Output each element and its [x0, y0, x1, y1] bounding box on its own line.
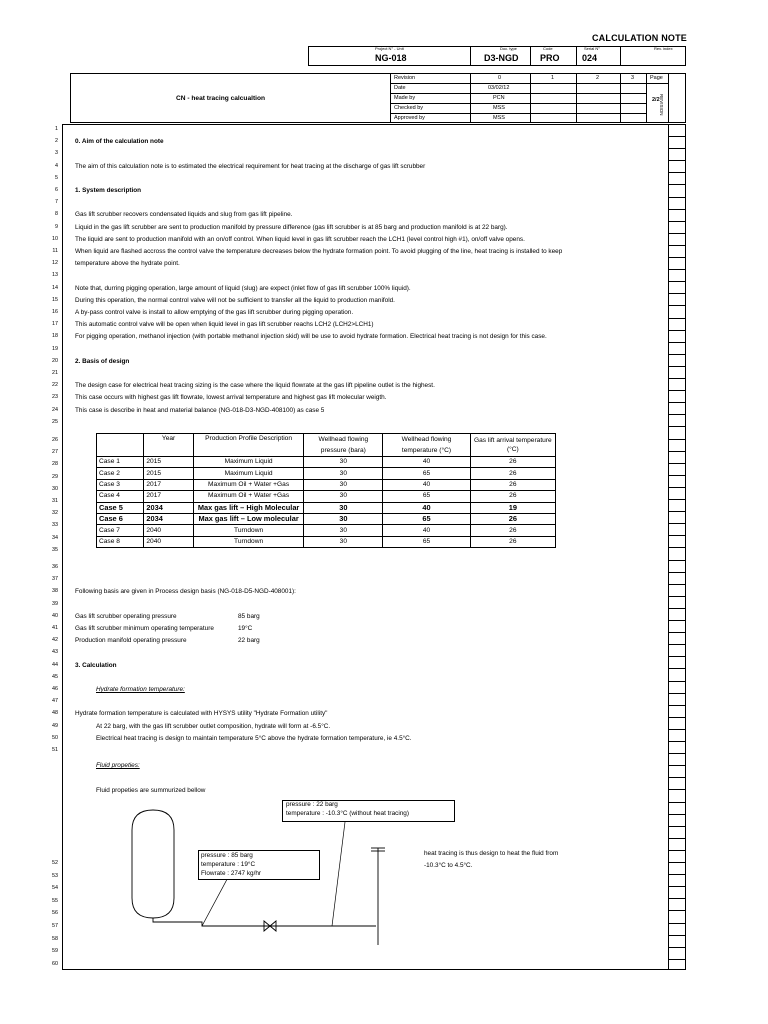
table-cell: 26	[470, 457, 555, 468]
line-number: 40	[52, 612, 58, 619]
line-number: 26	[52, 437, 58, 443]
outlet-temperature: temperature : -10.3°C (without heat tracing)	[286, 810, 409, 817]
section-heading: 1. System description	[75, 187, 142, 194]
line-number: 33	[52, 522, 58, 529]
line-number: 52	[52, 860, 58, 866]
table-cell: Maximum Liquid	[193, 468, 304, 479]
line-number: 24	[52, 406, 58, 413]
line-number: 30	[52, 485, 58, 492]
rev-value: 2	[596, 75, 600, 81]
scrubber-vessel	[132, 810, 174, 918]
rev-label: Rev. index	[654, 46, 673, 51]
table-cell: Case 6	[97, 513, 144, 524]
body-line: temperature above the hydrate point.	[75, 260, 180, 268]
line-number: 11	[52, 248, 58, 254]
table-cell: 40	[383, 525, 470, 536]
body-line: Hydrate formation temperature is calculated with HYSYS utility "Hydrate Formation utility"	[75, 710, 328, 718]
fluid-properties-intro: Fluid propeties are summurized bellow	[96, 787, 206, 794]
line-number: 39	[52, 600, 58, 607]
page-label: Page	[650, 75, 663, 81]
line-number: 42	[52, 637, 58, 644]
line-number: 48	[52, 710, 58, 717]
basis-value: 22 barg	[238, 637, 260, 645]
rev-row-label: Date	[394, 85, 406, 91]
table-cell: 30	[304, 468, 383, 479]
rev-checked-by: MSS	[493, 105, 505, 111]
line-number: 12	[52, 260, 58, 267]
line-number: 60	[52, 960, 58, 967]
document-title: CALCULATION NOTE	[591, 33, 687, 43]
table-cell: Maximum Oil + Water +Gas	[193, 479, 304, 490]
line-number: 35	[52, 546, 58, 553]
line-number: 51	[52, 747, 58, 753]
line-number: 22	[52, 382, 58, 389]
table-cell: Case 2	[97, 468, 144, 479]
table-cell: Case 8	[97, 536, 144, 547]
table-cell: 40	[383, 457, 470, 468]
line-number: 54	[52, 885, 58, 892]
table-cell: 30	[304, 502, 383, 513]
table-cell: 65	[383, 468, 470, 479]
body-line: Gas lift scrubber operating pressure	[75, 612, 177, 620]
table-cell: Case 3	[97, 479, 144, 490]
line-number: 53	[52, 872, 58, 879]
line-number: 57	[52, 923, 58, 929]
table-cell: 30	[304, 491, 383, 502]
line-number: 36	[52, 564, 58, 570]
table-cell: 65	[383, 491, 470, 502]
table-cell: 65	[383, 536, 470, 547]
rev-row-label: Revision	[394, 75, 416, 81]
body-line: The aim of this calculation note is to estimated the electrical requirement for heat tracing at the discharge of gas lift scrubber	[75, 162, 426, 170]
table-header-cell: Year	[144, 434, 193, 457]
line-number: 27	[52, 449, 58, 456]
rev-made-by: PCN	[493, 95, 505, 101]
fluid-properties-title: Fluid propeties:	[96, 762, 140, 769]
line-number: 13	[52, 272, 58, 279]
line-number: 59	[52, 948, 58, 955]
table-cell: Case 7	[97, 525, 144, 536]
basis-value: 19°C	[238, 625, 253, 632]
line-number: 21	[52, 370, 58, 376]
table-cell: Turndown	[193, 536, 304, 547]
line-number: 47	[52, 698, 58, 705]
scrubber-temperature: temperature : 19°C	[201, 861, 256, 868]
table-header-cell: Gas lift arrival temperature (°C)	[470, 434, 555, 457]
table-cell: 2015	[144, 457, 193, 468]
line-number: 1	[55, 126, 58, 132]
revision-vertical-label: REVISION	[659, 94, 664, 116]
line-number: 32	[52, 510, 58, 517]
line-number: 5	[55, 174, 58, 181]
table-cell: 30	[304, 536, 383, 547]
code-label: Code	[543, 46, 553, 51]
heat-tracing-note: heat tracing is thus design to heat the fluid from	[424, 850, 559, 857]
table-cell: 2034	[144, 502, 193, 513]
body-line: Liquid in the gas lift scrubber are sent to production manifold by pressure difference (gas lift scrubber is at 85 barg and production manifold is at 22 barg).	[75, 223, 508, 231]
table-header-cell: Wellhead flowing pressure (bara)	[304, 434, 383, 457]
line-number: 7	[55, 199, 58, 206]
line-number: 15	[52, 296, 58, 303]
table-cell: 26	[470, 513, 555, 524]
serial-value: 024	[582, 53, 598, 63]
body-line: Electrical heat tracing is design to maintain temperature 5°C above the hydrate formation temperature, ie 4.5°C.	[96, 734, 412, 742]
line-number: 55	[52, 897, 58, 904]
body-line: The liquid are sent to production manifold with an on/off control. When liquid level in gas lift scrubber reach the LCH1 (level control high #1), on/off valve opens.	[75, 235, 525, 243]
line-number: 10	[52, 235, 58, 242]
line-number: 14	[52, 284, 58, 291]
page-value: 2/2	[652, 97, 660, 103]
table-cell: 19	[470, 502, 555, 513]
body-line: Production manifold operating pressure	[75, 637, 187, 645]
body-line: For pigging operation, methanol injection (with portable methanol injection skid) will be use to avoid hydrate formation. Electrical heat tracing is not design for this case.	[75, 333, 547, 341]
serial-label: Serial N°	[584, 46, 600, 51]
body-line: When liquid are flashed accross the control valve the temperature decreases below the hydrate formation point. To avoid plugging of the line, heat tracing is installed to keep	[75, 248, 563, 255]
line-number: 4	[55, 162, 58, 169]
heat-tracing-range: -10.3°C to 4.5°C.	[424, 862, 473, 869]
table-cell: Case 1	[97, 457, 144, 468]
rev-approved-by: MSS	[493, 115, 505, 121]
table-cell: 26	[470, 525, 555, 536]
table-cell: 2040	[144, 525, 193, 536]
body-line: This case occurs with highest gas lift flowrate, lowest arrival temperature and highest gas lift molecular weigth.	[75, 394, 387, 402]
body-line: This case is describe in heat and material balance (NG-018-D3-NGD-408100) as case 5	[75, 406, 325, 414]
line-number: 18	[52, 333, 58, 340]
table-cell: 30	[304, 457, 383, 468]
table-cell: 40	[383, 502, 470, 513]
line-number: 49	[52, 722, 58, 729]
rev-row-label: Checked by	[394, 105, 424, 111]
table-cell: Maximum Oil + Water +Gas	[193, 491, 304, 502]
table-header-cell: Production Profile Description	[193, 434, 304, 457]
rev-value: 1	[551, 75, 555, 81]
table-cell: 30	[304, 525, 383, 536]
section-heading: 0. Aim of the calculation note	[75, 138, 164, 146]
line-number: 8	[55, 211, 58, 218]
line-number: 44	[52, 661, 58, 668]
body-line: This automatic control valve will be open when liquid level in gas lift scrubber reachs LCH2 (LCH2>LCH1)	[75, 321, 374, 329]
body-line: Gas lift scrubber minimum operating temperature	[75, 625, 214, 632]
line-number: 58	[52, 935, 58, 942]
table-cell: 30	[304, 479, 383, 490]
code-value: PRO	[540, 53, 560, 63]
line-number: 34	[52, 534, 58, 541]
line-number: 31	[52, 498, 58, 504]
table-cell: Max gas lift – High Molecular	[193, 502, 304, 513]
doc-title: CN - heat tracing calcualtion	[176, 95, 266, 102]
line-number: 9	[55, 223, 58, 230]
line-number: 41	[52, 625, 58, 631]
table-cell: Case 5	[97, 502, 144, 513]
line-number: 56	[52, 910, 58, 917]
line-number: 46	[52, 686, 58, 692]
body-line: Note that, durring pigging operation, large amount of liquid (slug) are expect (inlet flow of gas lift scrubber 100% liquid).	[75, 284, 411, 292]
line-number: 17	[52, 321, 58, 328]
rev-date: 03/02/12	[488, 85, 510, 91]
body-line: Gas lift scrubber recovers condensated liquids and slug from gas lift pipeline.	[75, 211, 293, 219]
body-line: Following basis are given in Process design basis (NG-018-D5-NGD-408001):	[75, 588, 296, 596]
section-heading: 2. Basis of design	[75, 357, 130, 365]
basis-value: 85 barg	[238, 612, 260, 620]
table-cell: 2015	[144, 468, 193, 479]
table-cell: 26	[470, 536, 555, 547]
line-number: 43	[52, 649, 58, 656]
line-number: 23	[52, 394, 58, 401]
rev-value: 3	[631, 75, 635, 81]
line-number: 37	[52, 576, 58, 583]
leader-line	[332, 822, 345, 926]
table-cell: 26	[470, 468, 555, 479]
line-number: 20	[52, 357, 58, 364]
table-cell: 30	[304, 513, 383, 524]
line-number: 38	[52, 588, 58, 595]
line-number: 6	[55, 187, 58, 193]
line-number: 25	[52, 418, 58, 425]
table-cell: Max gas lift – Low molecular	[193, 513, 304, 524]
scrubber-pressure: pressure : 85 barg	[201, 852, 253, 859]
line-number: 50	[52, 734, 58, 741]
outlet-pressure: pressure : 22 barg	[286, 801, 338, 808]
rev-row-label: Made by	[394, 95, 416, 101]
line-number: 29	[52, 473, 58, 480]
line-number: 3	[55, 150, 58, 157]
table-cell: 65	[383, 513, 470, 524]
body-line: Hydrate formation temperature:	[96, 686, 185, 693]
line-number: 16	[52, 309, 58, 315]
table-cell: 26	[470, 479, 555, 490]
project-number: NG-018	[375, 53, 407, 63]
doc-type-label: Doc. type	[500, 46, 517, 51]
table-cell: 2040	[144, 536, 193, 547]
table-cell: Case 4	[97, 491, 144, 502]
table-cell: Turndown	[193, 525, 304, 536]
body-line: At 22 barg, with the gas lift scrubber outlet composition, hydrate will form at -6.5°C.	[96, 722, 331, 730]
project-label: Project N° - Unit	[375, 46, 404, 51]
rev-row-label: Approved by	[394, 115, 425, 121]
body-line: A by-pass control valve is install to allow emptying of the gas lift scrubber during pigging operation.	[75, 309, 354, 316]
body-line: During this operation, the normal control valve will not be sufficient to transfer all the liquid to production manifold.	[75, 296, 395, 304]
body-line: The design case for electrical heat tracing sizing is the case where the liquid flowrate at the gas lift pipeline outlet is the highest.	[75, 382, 435, 390]
scrubber-flowrate: Flowrate : 2747 kg/hr	[201, 870, 262, 877]
table-cell: Maximum Liquid	[193, 457, 304, 468]
line-number: 2	[55, 138, 58, 145]
section-heading: 3. Calculation	[75, 661, 117, 669]
rev-value: 0	[498, 75, 502, 81]
table-cell: 2017	[144, 479, 193, 490]
table-header-cell: Wellhead flowing temperature (°C)	[383, 434, 470, 457]
table-cell: 2017	[144, 491, 193, 502]
table-cell: 40	[383, 479, 470, 490]
line-number: 28	[52, 461, 58, 468]
doc-type-value: D3-NGD	[484, 53, 519, 63]
table-cell: 2034	[144, 513, 193, 524]
table-cell: 26	[470, 491, 555, 502]
line-number: 19	[52, 345, 58, 352]
line-number: 45	[52, 673, 58, 680]
